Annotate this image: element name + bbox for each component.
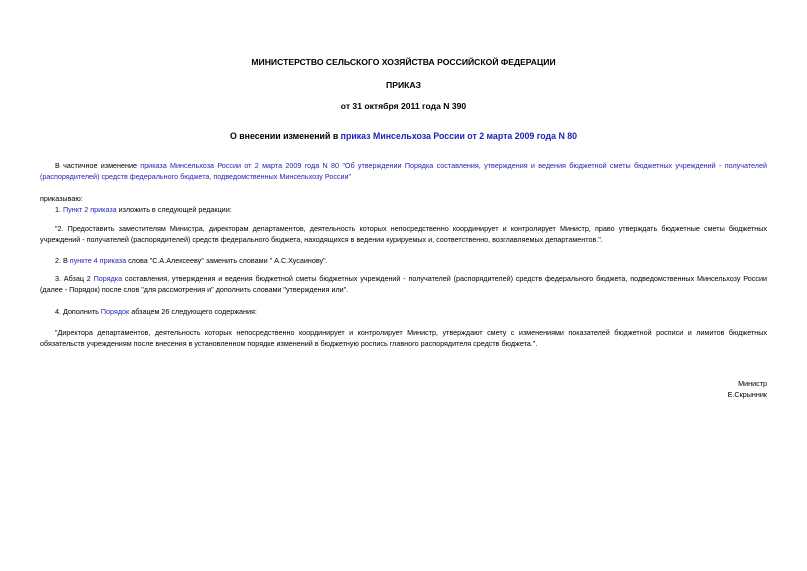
paragraph-item-4-quote: "Директора департаментов, деятельность которых непосредственно координирует и контролирует Министр, утверждают смету с изменениями показателей бюджетной росписи и лимитов бюджетных обязательств учреждениям после внесения в установленном порядке изменений в бюджетную роспись главного распорядителя средств бюджета.". — [40, 328, 767, 348]
paragraph-item-1 — [40, 204, 767, 215]
document-subject — [0, 131, 807, 142]
item-1-number: 1. — [55, 205, 63, 214]
item-4-text: абзацем 26 следующего содержания: — [129, 307, 257, 316]
ministry-heading: МИНИСТЕРСТВО СЕЛЬСКОГО ХОЗЯЙСТВА РОССИЙСКОЙ ФЕДЕРАЦИИ — [251, 57, 556, 67]
item-2-text: слова "С.А.Алексееву" заменить словами " А.С.Хусаинову". — [126, 256, 328, 265]
item-3-text: составления, утверждения и ведения бюджетной сметы бюджетных учреждений - получателей (распорядителей) средств федерального бюджета, подведомственных Минсельхозу России (далее - Порядок) после слов "для рассмотрения и" дополнить словами "утверждения или". — [40, 274, 767, 294]
item-3-link[interactable]: Порядка — [93, 274, 123, 283]
preamble-order-link[interactable]: приказа Минсельхоза России от 2 марта 2009 года N 80 "Об утверждении Порядка составления, утверждения и ведения бюджетной сметы бюджетных учреждений - получателей (распорядителей) средств федерального бюджета, подведомственных Минсельхозу России" — [40, 161, 767, 181]
document-date-number: от 31 октября 2011 года N 390 — [340, 101, 467, 111]
paragraph-preamble — [40, 160, 767, 182]
item-2-prefix: 2. В — [55, 256, 70, 265]
signature-name: Е.Скрынник — [727, 390, 767, 399]
paragraph-prikazyvayu: приказываю: — [40, 194, 83, 203]
item-4-prefix: 4. Дополнить — [55, 307, 101, 316]
paragraph-item-3 — [40, 273, 767, 295]
paragraph-item-2 — [40, 255, 767, 266]
paragraph-item-1-quote: "2. Предоставить заместителям Министра, директорам департаментов, деятельность которых непосредственно координирует и контролирует Министр, право утверждать бюджетные сметы бюджетных учреждений - получателей (распорядителей) средств федерального бюджета, находящихся в ведении курируемых и, соответственно, возглавляемых департаментов.". — [40, 224, 767, 244]
paragraph-item-4 — [40, 306, 767, 317]
item-4-link[interactable]: Порядок — [100, 307, 130, 316]
subject-link[interactable]: приказ Минсельхоза России от 2 марта 2009 года N 80 — [340, 131, 578, 141]
item-1-link[interactable]: Пункт 2 приказа — [63, 205, 117, 214]
signature-title: Министр — [738, 379, 767, 388]
subject-prefix: О внесении изменений в — [229, 131, 341, 141]
preamble-prefix: В частичное изменение — [55, 161, 141, 170]
item-3-prefix: 3. Абзац 2 — [55, 274, 94, 283]
signature-block — [728, 378, 767, 400]
document-type-heading: ПРИКАЗ — [386, 80, 421, 90]
item-2-link[interactable]: пункте 4 приказа — [69, 256, 127, 265]
item-1-text: изложить в следующей редакции: — [116, 205, 232, 214]
